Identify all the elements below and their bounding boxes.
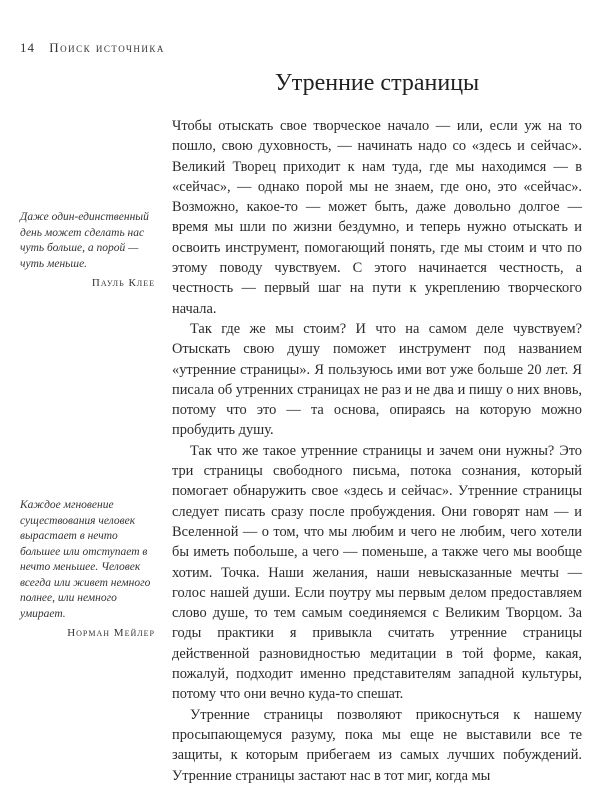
sidenote-quote [20, 498, 155, 642]
paragraph: Утренние страницы позволяют прикоснуться к нашему просыпающемуся разуму, пока мы еще не выставили все те защиты, к которым прибегаем из самых лучших побуждений. Утренние страницы застают нас в тот миг, когда мы [172, 706, 582, 784]
sidenote-author: Норман Мейлер [67, 627, 155, 639]
page-number: 14 [20, 40, 35, 55]
body-text [172, 116, 582, 786]
sidenote-quote [20, 210, 155, 292]
chapter-title: Утренние страницы [274, 70, 480, 96]
sidenote-author: Пауль Клее [91, 277, 155, 289]
sidenote-text: Даже один-единственный день может сделать нас чуть больше, а порой — чуть меньше. [20, 211, 149, 270]
paragraph: Чтобы отыскать свое творческое начало — или, если уж на то пошло, свою духовность, — начинать надо со «здесь и сейчас». Великий Творец приходит к нам туда, где мы находимся — в «сейчас», — однако порой мы не знаем, где оно, это «сейчас». Возможно, какое-то — может быть, даже довольно долгое — время мы шли по жизни бездумно, и теперь нужно отыскать и освоить инструмент, помогающий понять, где мы стоим и что по этому поводу чувствуем. С этого начинается честность, а честность — первый шаг на пути к укреплению творческого начала. [172, 118, 582, 317]
sidenote-text: Каждое мгновение существования человек вырастает в нечто большее или отступает в нечто меньшее. Человек всегда или живет немного полнее, или немного умирает. [20, 499, 151, 620]
running-header [20, 40, 165, 56]
running-title: Поиск источника [49, 40, 165, 55]
paragraph: Так где же мы стоим? И что на самом деле чувствуем? Отыскать свою душу поможет инструмент под названием «утренние страницы». Я пользуюсь ими вот уже больше 20 лет. Я писала об утренних страницах не раз и не два и пишу о них вновь, потому что это — та основа, опираясь на которую можно пробудить душу. [172, 320, 582, 439]
paragraph: Так что же такое утренние страницы и зачем они нужны? Это три страницы свободного письма, потока сознания, который помогает обнаружить свое «здесь и сейчас». Утренние страницы следует писать сразу после пробуждения. Они говорят нам — и Вселенной — о том, что мы любим и чего не любим, чего хотели бы иметь побольше, а чего — поменьше, а также чего мы вообще хотим. Точка. Наши желания, наши невысказанные мечты — голос нашей души. Если поутру мы первым делом предоставляем слово душе, то тем самым соединяемся с Великим Творцом. За годы практики я привыкла считать утренние страницы действенной разновидностью медитации в той форме, какая, пожалуй, подходит именно представителям западной культуры, потому что они вечно куда-то спешат. [172, 442, 582, 703]
